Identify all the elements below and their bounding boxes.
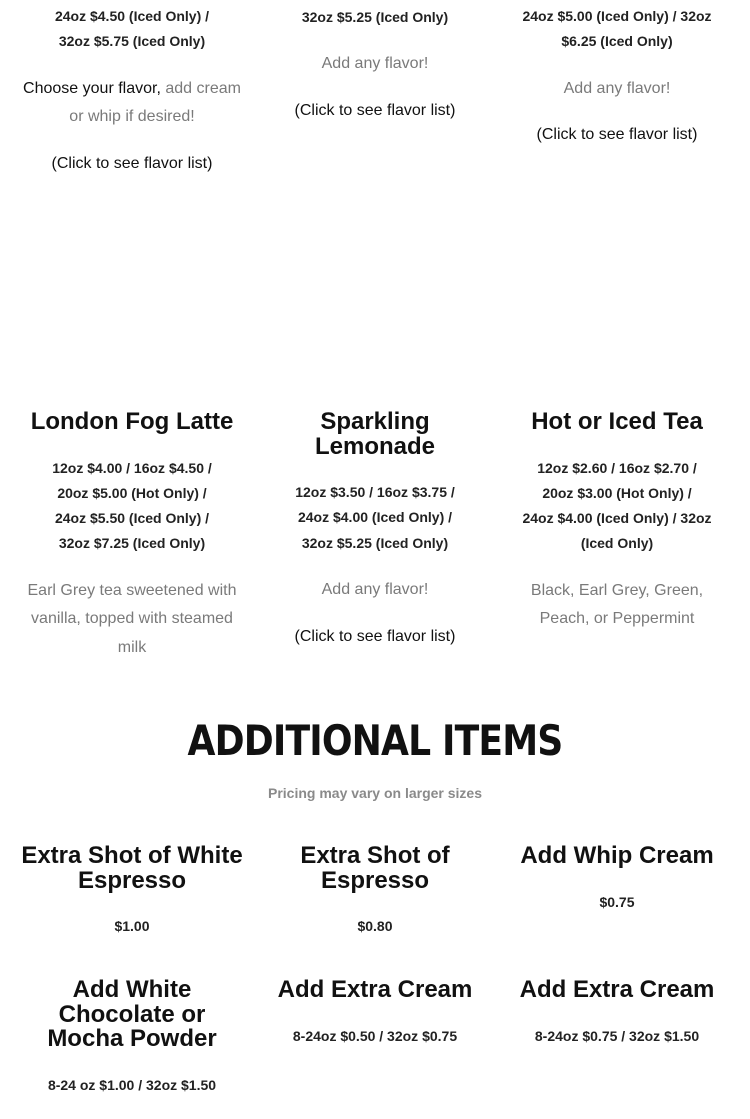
menu-item-london-fog-latte — [17, 410, 247, 663]
item-price: 8-24oz $0.75 / 32oz $1.50 — [534, 1027, 700, 1044]
item-description: Add any flavor! — [563, 79, 671, 97]
item-title: Add White Chocolate or Mocha Powder — [47, 976, 217, 1052]
item-description: Add any flavor! — [321, 55, 429, 73]
item-title: Extra Shot of White Espresso — [21, 842, 243, 894]
item-price: 24oz $4.50 (Iced Only) / 32oz $5.75 (Iced Only) — [54, 8, 210, 50]
addon-white-chocolate-mocha-powder — [17, 978, 247, 1098]
pricing-note: Pricing may vary on larger sizes — [268, 785, 482, 801]
section-heading-additional-items: ADDITIONAL ITEMS — [187, 716, 563, 765]
item-title: Sparkling Lemonade — [314, 408, 436, 460]
item-description: Black, Earl Grey, Green, Peach, or Peppermint — [530, 581, 704, 628]
addon-extra-shot-white-espresso — [17, 844, 247, 939]
menu-item-top-1 — [17, 4, 247, 176]
item-price: $0.75 — [599, 893, 635, 910]
item-title: London Fog Latte — [30, 408, 234, 435]
menu-item-hot-or-iced-tea — [502, 410, 732, 634]
item-price: 24oz $5.00 (Iced Only) / 32oz $6.25 (Iced Only) — [522, 8, 712, 50]
item-price: 32oz $5.25 (Iced Only) — [301, 9, 449, 25]
addon-extra-shot-espresso — [260, 844, 490, 939]
item-title: Add Whip Cream — [520, 842, 714, 869]
addon-extra-cream-2 — [502, 978, 732, 1049]
item-title: Add Extra Cream — [277, 976, 473, 1003]
flavor-list-link[interactable]: (Click to see flavor list) — [51, 155, 213, 173]
item-price: 12oz $3.50 / 16oz $3.75 / 24oz $4.00 (Iced Only) / 32oz $5.25 (Iced Only) — [295, 484, 455, 551]
item-price: 8-24 oz $1.00 / 32oz $1.50 — [47, 1076, 217, 1093]
addon-extra-cream — [260, 978, 490, 1049]
menu-item-sparkling-lemonade — [260, 410, 490, 649]
item-description: Earl Grey tea sweetened with vanilla, topped with steamed milk — [27, 581, 237, 657]
item-description: Add any flavor! — [321, 580, 429, 598]
item-price: $0.80 — [357, 918, 393, 934]
addon-whip-cream — [502, 844, 732, 915]
item-description: Choose your flavor, add cream or whip if desired! — [23, 79, 241, 126]
flavor-list-link[interactable]: (Click to see flavor list) — [294, 627, 456, 645]
item-title: Extra Shot of Espresso — [300, 842, 450, 894]
item-title: Hot or Iced Tea — [531, 408, 703, 435]
flavor-list-link[interactable]: (Click to see flavor list) — [294, 102, 456, 120]
menu-item-top-2 — [260, 5, 490, 123]
flavor-list-link[interactable]: (Click to see flavor list) — [536, 126, 698, 144]
item-price: 12oz $2.60 / 16oz $2.70 / 20oz $3.00 (Hot Only) / 24oz $4.00 (Iced Only) / 32oz (Iced Only) — [522, 459, 712, 552]
item-price: 12oz $4.00 / 16oz $4.50 / 20oz $5.00 (Hot Only) / 24oz $5.50 (Iced Only) / 32oz $7.25 (Iced Only) — [52, 459, 212, 552]
item-price: 8-24oz $0.50 / 32oz $0.75 — [292, 1027, 458, 1044]
item-price: $1.00 — [114, 918, 150, 934]
item-title: Add Extra Cream — [519, 976, 715, 1003]
menu-item-top-3 — [502, 4, 732, 147]
